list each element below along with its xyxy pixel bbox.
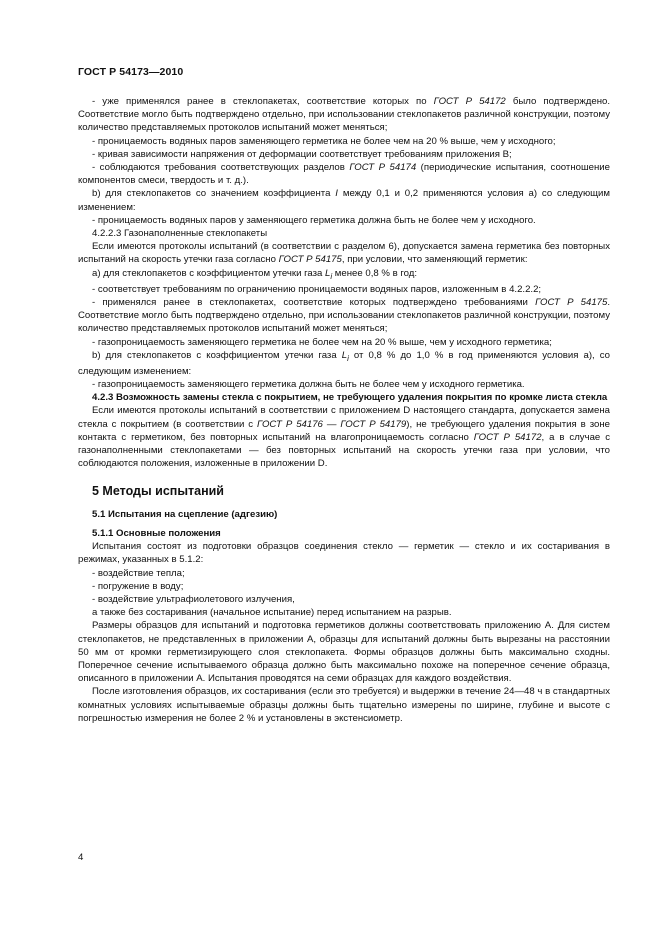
- paragraph: Если имеются протоколы испытаний (в соответствии с разделом 6), допускается замена герметика без повторных испытаний на скорость утечки газа согласно ГОСТ Р 54175, при условии, что заменяющий герметик:: [78, 241, 610, 266]
- subsection-heading: 5.1.1 Основные положения: [92, 527, 221, 539]
- paragraph: - кривая зависимости напряжения от деформации соответствует требованиям приложения В;: [92, 148, 512, 160]
- paragraph: - проницаемость водяных паров у заменяющего герметика должна быть не более чем у исходного.: [92, 214, 536, 226]
- paragraph: - газопроницаемость заменяющего герметика должна быть не более чем у исходного герметика.: [92, 379, 525, 391]
- paragraph: - применялся ранее в стеклопакетах, соответствие которых подтверждено требованиями ГОСТ Р 54175. Соответствие могло быть подтверждено отдельно, при использовании стеклопакетов различной конструкции, поэтому количество представляемых протоколов испытаний может меняться;: [78, 296, 611, 335]
- paragraph: Размеры образцов для испытаний и подготовка герметиков должны соответствовать приложению А. Для систем стеклопакетов, не представленных в приложении А, образцы для испытаний должны быть вырезаны на расстоянии 50 мм от кромки герметизирующего слоя стеклопакета. Формы образцов должны быть максимально сходны. Поперечное сечение испытываемого образца должно быть максимально похоже на поперечное сечение образца, описанного в приложении А. Испытания проводятся на семи образцах для каждого воздействия.: [78, 620, 610, 685]
- paragraph: - соответствует требованиям по ограничению проницаемости водяных паров, изложенным в 4.2.2.2;: [92, 283, 542, 295]
- paragraph: а также без состаривания (начальное испытание) перед испытанием на разрыв.: [92, 607, 452, 619]
- paragraph: b) для стеклопакетов с коэффициентом утечки газа $L_i$ от 0,8 % до 1,0 % в год применяются условия а), со следующим изменением:: [78, 349, 610, 377]
- paragraph: a) для стеклопакетов с коэффициентом утечки газа $L_i$ менее 0,8 % в год:: [92, 267, 418, 281]
- paragraph: После изготовления образцов, их состаривания (если это требуется) и выдержки в течение 24—48 ч в стандартных комнатных условиях испытываемые образцы должны быть тщательно измерены по ширине, глубине и высоте с погрешностью измерения не более 2 % и установлены в экстенсиометр.: [78, 686, 610, 724]
- list-item: - погружение в воду;: [92, 580, 184, 592]
- section-heading: 5 Методы испытаний: [92, 483, 224, 498]
- paragraph: - газопроницаемость заменяющего герметика не более чем на 20 % выше, чем у исходного герметика;: [92, 336, 552, 348]
- paragraph: b) для стеклопакетов со значением коэффициента I между 0,1 и 0,2 применяются условия а) со следующим изменением:: [78, 188, 611, 213]
- page-body: [78, 95, 610, 725]
- paragraph: Испытания состоят из подготовки образцов соединения стекло — герметик — стекло и их состаривания в режимах, указанных в 5.1.2:: [78, 541, 610, 566]
- list-item: - воздействие ультрафиолетового излучения,: [92, 593, 295, 605]
- subsection-heading: 4.2.2.3 Газонаполненные стеклопакеты: [92, 228, 268, 240]
- list-item: - воздействие тепла;: [92, 567, 185, 579]
- paragraph: - уже применялся ранее в стеклопакетах, соответствие которых по ГОСТ Р 54172 было подтверждено. Соответствие могло быть подтверждено отдельно, при использовании стеклопакетов различной конструкции, поэтому количество представляемых протоколов испытаний может меняться;: [78, 96, 611, 134]
- subsection-heading-bold: 4.2.3 Возможность замены стекла с покрытием, не требующего удаления покрытия по кромке листа стекла: [92, 392, 608, 404]
- subsection-heading: 5.1 Испытания на сцепление (адгезию): [92, 508, 278, 520]
- paragraph: - соблюдаются требования соответствующих разделов ГОСТ Р 54174 (периодические испытания, соотношение компонентов смеси, твердость и т. д.).: [78, 162, 610, 187]
- paragraph: - проницаемость водяных паров заменяющего герметика не более чем на 20 % выше, чем у исходного;: [92, 135, 556, 147]
- document-header: ГОСТ Р 54173—2010: [78, 66, 184, 78]
- paragraph: Если имеются протоколы испытаний в соответствии с приложением D настоящего стандарта, допускается замена стекла с покрытием (в соответствии с ГОСТ Р 54176 — ГОСТ Р 54179), не требующего удаления покрытия в зоне контакта с герметиком, без повторных испытаний на влагопроницаемость согласно ГОСТ Р 54172, а в случае с газонаполненными стеклопакетами — без повторных испытаний на скорость утечки газа при условии, что соблюдаются положения, изложенные в приложении D.: [78, 405, 610, 470]
- page-number: 4: [78, 852, 84, 863]
